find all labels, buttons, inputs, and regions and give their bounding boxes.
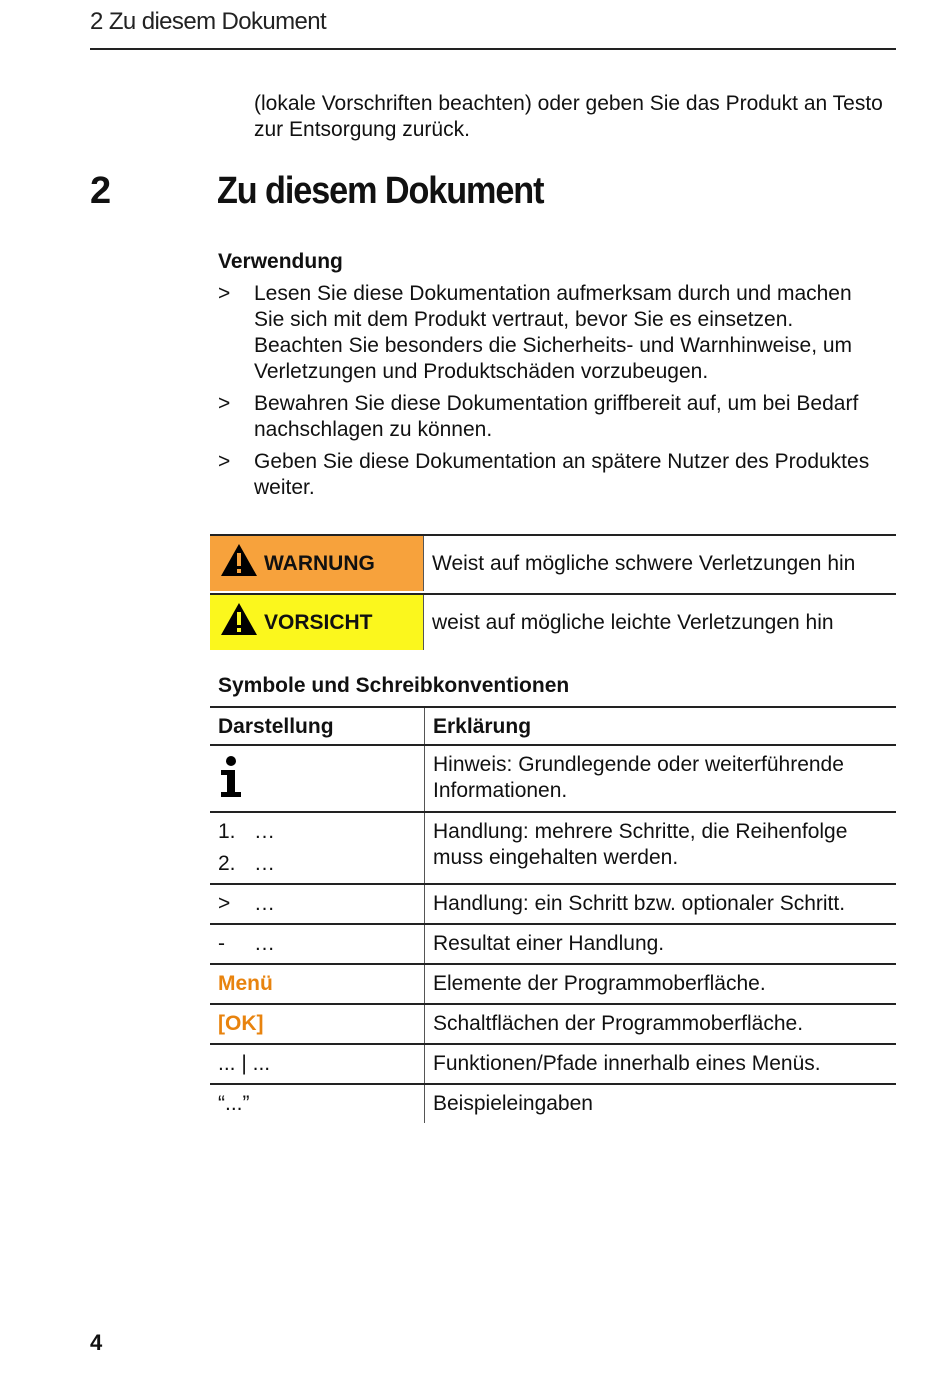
bullet-marker: > bbox=[218, 392, 231, 415]
table-cell: > … bbox=[210, 884, 425, 924]
table-row bbox=[210, 884, 896, 924]
table-header-row bbox=[210, 707, 896, 745]
running-header: 2 Zu diesem Dokument bbox=[90, 8, 327, 35]
table-row bbox=[210, 924, 896, 964]
numbered-step: 2. … bbox=[218, 852, 275, 875]
table-row bbox=[210, 745, 896, 812]
column-header-explanation: Erklärung bbox=[425, 707, 897, 745]
list-item bbox=[218, 281, 878, 385]
bullet-text: Lesen Sie diese Dokumentation aufmerksam durch und machen Sie sich mit dem Produkt vertraut, bevor Sie es einsetzen. Beachten Sie besonders die Sicherheits- und Warnhinweise, um Verletzungen und Produktschäden vorzubeugen. bbox=[254, 282, 853, 383]
chapter-number: 2 bbox=[90, 170, 111, 212]
column-header-display: Darstellung bbox=[210, 707, 425, 745]
table-row bbox=[210, 1004, 896, 1044]
table-cell: Menü bbox=[210, 964, 425, 1004]
table-cell: - … bbox=[210, 924, 425, 964]
hazard-label-text: WARNUNG bbox=[264, 551, 375, 575]
chapter-title: Zu diesem Dokument bbox=[217, 170, 544, 212]
table-cell: Handlung: mehrere Schritte, die Reihenfolge muss eingehalten werden. bbox=[425, 812, 897, 884]
table-row bbox=[210, 812, 896, 884]
table-cell: Hinweis: Grundlegende oder weiterführende Informationen. bbox=[425, 745, 897, 812]
table-cell: Elemente der Programmoberfläche. bbox=[425, 964, 897, 1004]
list-item bbox=[218, 391, 878, 443]
symbols-heading: Symbole und Schreibkonventionen bbox=[218, 674, 570, 697]
usage-bullet-list bbox=[218, 281, 878, 507]
bullet-marker: > bbox=[218, 450, 231, 473]
hazard-row-caution bbox=[210, 593, 896, 650]
table-cell: ... | ... bbox=[210, 1044, 425, 1084]
hazard-table bbox=[210, 534, 896, 650]
hazard-row-warning bbox=[210, 534, 896, 591]
info-icon bbox=[218, 756, 244, 798]
warning-triangle-icon bbox=[220, 543, 258, 577]
hazard-description: weist auf mögliche leichte Verletzungen hin bbox=[432, 610, 834, 634]
table-cell bbox=[210, 812, 425, 884]
numbered-step: 1. … bbox=[218, 820, 275, 843]
table-cell: “...” bbox=[210, 1084, 425, 1123]
bullet-text: Bewahren Sie diese Dokumentation griffbereit auf, um bei Bedarf nachschlagen zu können. bbox=[254, 392, 859, 441]
table-cell: Handlung: ein Schritt bzw. optionaler Schritt. bbox=[425, 884, 897, 924]
hazard-label-warning bbox=[210, 536, 424, 591]
table-cell: Schaltflächen der Programmoberfläche. bbox=[425, 1004, 897, 1044]
table-row bbox=[210, 964, 896, 1004]
table-cell bbox=[210, 745, 425, 812]
hazard-label-text: VORSICHT bbox=[264, 610, 373, 634]
page-number: 4 bbox=[90, 1330, 103, 1355]
intro-paragraph: (lokale Vorschriften beachten) oder geben Sie das Produkt an Testo zur Entsorgung zurück. bbox=[254, 92, 883, 141]
header-rule bbox=[90, 48, 896, 50]
symbols-table bbox=[210, 706, 896, 1123]
table-row bbox=[210, 1084, 896, 1123]
bullet-marker: > bbox=[218, 892, 231, 915]
hazard-description: Weist auf mögliche schwere Verletzungen hin bbox=[432, 551, 856, 575]
table-cell: Beispieleingaben bbox=[433, 1092, 593, 1115]
bullet-marker: - bbox=[218, 932, 225, 955]
table-cell: [OK] bbox=[210, 1004, 425, 1044]
table-cell: Funktionen/Pfade innerhalb eines Menüs. bbox=[425, 1044, 897, 1084]
bullet-text: Geben Sie diese Dokumentation an spätere Nutzer des Produktes weiter. bbox=[254, 450, 870, 499]
warning-triangle-icon bbox=[220, 602, 258, 636]
table-cell: Resultat einer Handlung. bbox=[425, 924, 897, 964]
table-row bbox=[210, 1044, 896, 1084]
hazard-label-caution bbox=[210, 595, 424, 650]
bullet-marker: > bbox=[218, 282, 231, 305]
list-item bbox=[218, 449, 878, 501]
usage-heading: Verwendung bbox=[218, 250, 343, 273]
